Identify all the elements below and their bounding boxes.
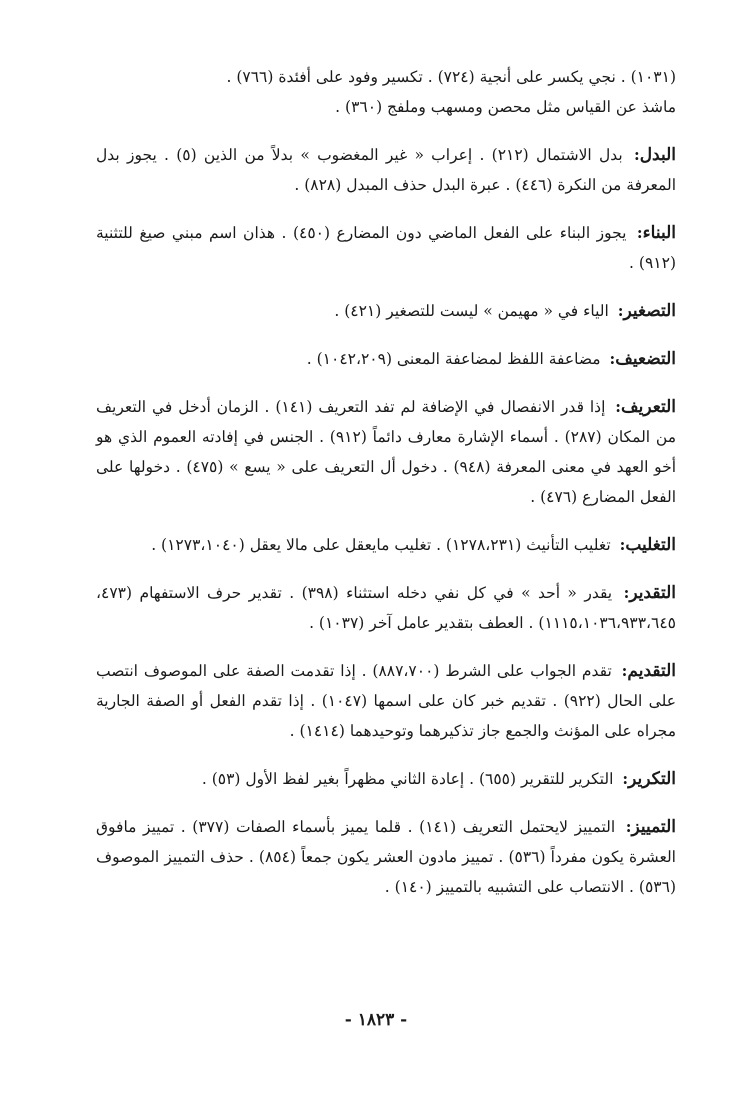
- index-entry-tadif: [96, 344, 676, 374]
- index-entry-badal: [96, 140, 676, 200]
- index-entry-binaa: [96, 218, 676, 278]
- page-number: - ١٨٢٣ -: [344, 1010, 408, 1030]
- entry-heading: التغليب: [625, 535, 676, 555]
- entry-heading: التصغير: [623, 301, 676, 321]
- entry-heading: التقديم: [627, 661, 677, 681]
- entry-text: تغليب التأنيث (١٢٧٨،٢٣١) . تغليب مايعقل على مالا يعقل (١٢٧٣،١٠٤٠) .: [151, 536, 611, 554]
- colon-separator: :: [615, 397, 622, 416]
- index-entry-tarif: [96, 392, 676, 512]
- entry-text: إذا قدر الانفصال في الإضافة لم تفد التعريف (١٤١) . الزمان أدخل في التعريف من المكان (٢٨٧) . أسماء الإشارة معارف دائماً (٩١٢) . الجنس في إفادته العموم الذي هو أخو العهد في معنى المعرفة (٩٤٨) . دخول أل التعريف على « يسع » (٤٧٥) . دخولها على الفعل المضارع (٤٧٦) .: [96, 398, 677, 506]
- entry-heading: التقدير: [629, 583, 676, 603]
- index-entry-taqdim: [96, 656, 676, 746]
- colon-separator: :: [621, 661, 628, 680]
- entry-text: الياء في « مهيمن » ليست للتصغير (٤٢١) .: [334, 302, 609, 320]
- entry-text: يقدر « أحد » في كل نفي دخله استثناء (٣٩٨) . تقدير حرف الاستفهام (٤٧٣، ١١١٥،١٠٣٦،٩٣٣،٦٤٥) . العطف بتقدير عامل آخر (١٠٣٧) .: [96, 584, 676, 632]
- continuation-entry: [96, 62, 676, 122]
- entry-heading: البدل: [639, 145, 677, 165]
- entry-heading: التمييز: [631, 817, 676, 837]
- index-entry-taqdir: [96, 578, 676, 638]
- colon-separator: :: [623, 583, 630, 602]
- continuation-line-1: (١٠٣١) . نجي يكسر على أنجية (٧٢٤) . تكسير وفود على أفئدة (٧٦٦) .: [226, 68, 676, 86]
- index-page-body: [96, 62, 676, 902]
- entry-text: تقدم الجواب على الشرط (٨٨٧،٧٠٠) . إذا تقدمت الصفة على الموصوف انتصب على الحال (٩٢٢) . تقديم خبر كان على اسمها (١٠٤٧) . إذا تقدم الفعل أو الصفة الجارية مجراه على المؤنث والجمع جاز تذكيرهما وتوحيدهما (١٤١٤) .: [96, 662, 676, 740]
- index-entry-tasghir: [96, 296, 676, 326]
- entry-heading: البناء: [642, 223, 676, 243]
- colon-separator: :: [622, 769, 629, 788]
- entry-text: مضاعفة اللفظ لمضاعفة المعنى (١٠٤٢،٢٠٩) .: [306, 350, 601, 368]
- colon-separator: :: [636, 223, 643, 242]
- entry-heading: التعريف: [621, 397, 676, 417]
- index-entry-taghlib: [96, 530, 676, 560]
- entry-text: بدل الاشتمال (٢١٢) . إعراب « غير المغضوب » بدلاً من الذين (٥) . يجوز بدل المعرفة من النكرة (٤٤٦) . عبرة البدل حذف المبدل (٨٢٨) .: [96, 146, 676, 194]
- colon-separator: :: [633, 145, 640, 164]
- continuation-line-2: ماشذ عن القياس مثل محصن ومسهب وملفج (٣٦٠) .: [335, 98, 676, 116]
- entry-heading: التضعيف: [615, 349, 676, 369]
- entry-heading: التكرير: [628, 769, 676, 789]
- entry-text: التمييز لايحتمل التعريف (١٤١) . قلما يميز بأسماء الصفات (٣٧٧) . تمييز مافوق العشرة يكون مفرداً (٥٣٦) . تمييز مادون العشر يكون جمعاً (٨٥٤) . حذف التمييز الموصوف (٥٣٦) . الانتصاب على التشبيه بالتمييز (١٤٠) .: [96, 818, 676, 896]
- index-entry-tamyiz: [96, 812, 676, 902]
- colon-separator: :: [617, 301, 624, 320]
- colon-separator: :: [609, 349, 616, 368]
- entry-text: التكرير للتقرير (٦٥٥) . إعادة الثاني مظهراً بغير لفظ الأول (٥٣) .: [201, 770, 614, 788]
- entry-text: يجوز البناء على الفعل الماضي دون المضارع (٤٥٠) . هذان اسم مبني صيغ للتثنية (٩١٢) .: [96, 224, 676, 272]
- colon-separator: :: [619, 535, 626, 554]
- index-entry-takrir: [96, 764, 676, 794]
- colon-separator: :: [625, 817, 632, 836]
